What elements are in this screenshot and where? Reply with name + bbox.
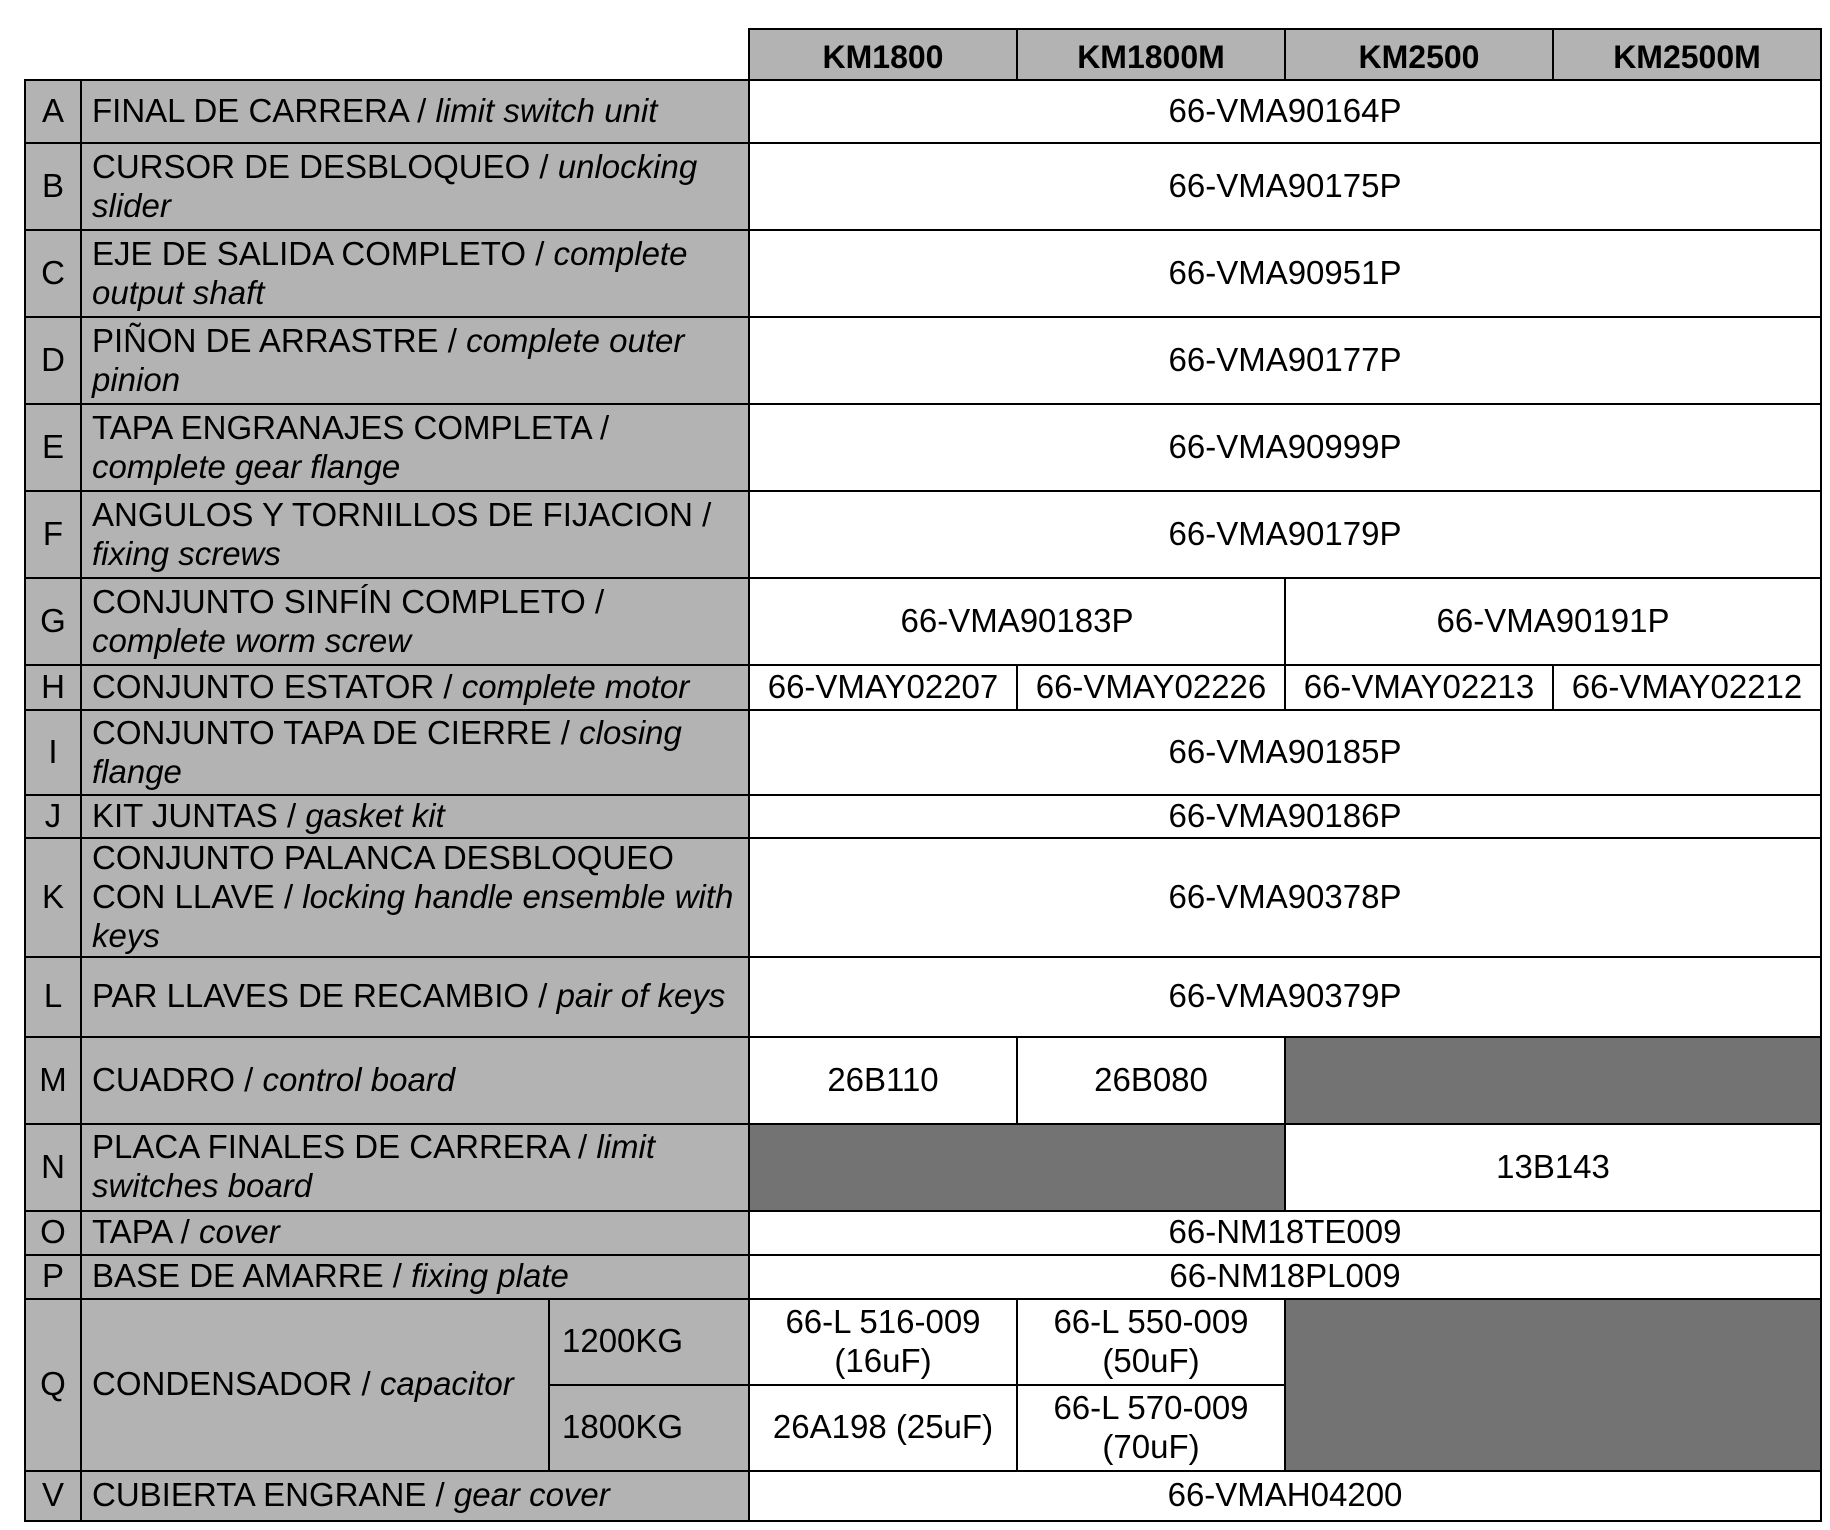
row-letter: C bbox=[25, 230, 81, 317]
part-number: 66-VMA90951P bbox=[749, 230, 1821, 317]
row-letter: O bbox=[25, 1211, 81, 1255]
description-en: gear cover bbox=[453, 1476, 610, 1514]
description-en: fixing screws bbox=[92, 534, 281, 572]
description-es: CUADRO / bbox=[92, 1060, 263, 1098]
part-description bbox=[81, 230, 749, 317]
description-en: unlocking slider bbox=[92, 147, 698, 224]
row-letter: N bbox=[25, 1124, 81, 1211]
row-letter: A bbox=[25, 80, 81, 143]
part-number: 66-VMAH04200 bbox=[749, 1471, 1821, 1521]
description-en: pair of keys bbox=[556, 977, 726, 1015]
description-es: CONDENSADOR / bbox=[92, 1365, 380, 1403]
description-es: CONJUNTO ESTATOR / bbox=[92, 668, 462, 706]
table-row bbox=[25, 578, 1821, 665]
part-description bbox=[81, 143, 749, 230]
part-number: 13B143 bbox=[1285, 1124, 1821, 1211]
part-description bbox=[81, 404, 749, 491]
description-en: limit switches board bbox=[92, 1128, 655, 1205]
part-description bbox=[81, 1471, 749, 1521]
part-number: 66-VMA90164P bbox=[749, 80, 1821, 143]
description-en: capacitor bbox=[379, 1365, 514, 1403]
row-letter: J bbox=[25, 795, 81, 838]
part-number: 66-VMA90179P bbox=[749, 491, 1821, 578]
table-row bbox=[25, 491, 1821, 578]
part-number: 66-VMA90191P bbox=[1285, 578, 1821, 665]
part-description bbox=[81, 1255, 749, 1299]
part-number: 66-VMA90177P bbox=[749, 317, 1821, 404]
table-row bbox=[25, 1037, 1821, 1124]
part-number: 26B080 bbox=[1017, 1037, 1285, 1124]
table-row bbox=[25, 1471, 1821, 1521]
description-en: gasket kit bbox=[305, 797, 445, 835]
description-es: KIT JUNTAS / bbox=[92, 797, 306, 835]
description-en: locking handle ensemble with keys bbox=[92, 877, 734, 954]
description-es: PIÑON DE ARRASTRE / bbox=[92, 321, 467, 359]
row-letter: L bbox=[25, 957, 81, 1037]
part-description bbox=[81, 795, 749, 838]
part-number: 66-L 570-009 (70uF) bbox=[1017, 1385, 1285, 1471]
description-en: complete outer pinion bbox=[92, 321, 685, 398]
model-header: KM2500M bbox=[1553, 29, 1821, 80]
part-number: 66-VMA90183P bbox=[749, 578, 1285, 665]
part-description bbox=[81, 1299, 549, 1471]
part-number: 66-VMA90999P bbox=[749, 404, 1821, 491]
table-row bbox=[25, 143, 1821, 230]
part-number: 66-VMA90175P bbox=[749, 143, 1821, 230]
table-row bbox=[25, 1299, 1821, 1385]
part-number: 66-NM18TE009 bbox=[749, 1211, 1821, 1255]
part-description bbox=[81, 1124, 749, 1211]
row-letter: I bbox=[25, 710, 81, 795]
model-header: KM1800 bbox=[749, 29, 1017, 80]
part-description bbox=[81, 710, 749, 795]
description-en: complete gear flange bbox=[92, 447, 401, 485]
part-description bbox=[81, 1211, 749, 1255]
description-es: CONJUNTO TAPA DE CIERRE / bbox=[92, 713, 580, 751]
table-row bbox=[25, 665, 1821, 710]
description-es: CUBIERTA ENGRANE / bbox=[92, 1476, 454, 1514]
description-es: PLACA FINALES DE CARRERA / bbox=[92, 1128, 597, 1166]
description-es: ANGULOS Y TORNILLOS DE FIJACION / bbox=[92, 495, 712, 533]
weight-label: 1800KG bbox=[549, 1385, 749, 1471]
row-letter: B bbox=[25, 143, 81, 230]
part-number: 66-NM18PL009 bbox=[749, 1255, 1821, 1299]
not-applicable-cell bbox=[1285, 1037, 1821, 1124]
part-number: 26B110 bbox=[749, 1037, 1017, 1124]
table-row bbox=[25, 710, 1821, 795]
description-en: complete worm screw bbox=[92, 621, 412, 659]
part-number: 66-VMA90379P bbox=[749, 957, 1821, 1037]
table-row bbox=[25, 404, 1821, 491]
model-header: KM1800M bbox=[1017, 29, 1285, 80]
table-row bbox=[25, 1124, 1821, 1211]
row-letter: G bbox=[25, 578, 81, 665]
description-es: CONJUNTO PALANCA DESBLOQUEO CON LLAVE / bbox=[92, 839, 674, 915]
description-es: TAPA / bbox=[92, 1213, 199, 1251]
part-description bbox=[81, 1037, 749, 1124]
part-number: 66-L 550-009 (50uF) bbox=[1017, 1299, 1285, 1385]
model-header: KM2500 bbox=[1285, 29, 1553, 80]
table-row bbox=[25, 230, 1821, 317]
part-description bbox=[81, 578, 749, 665]
part-description bbox=[81, 491, 749, 578]
description-es: CURSOR DE DESBLOQUEO / bbox=[92, 147, 558, 185]
description-en: fixing plate bbox=[411, 1257, 569, 1295]
table-row bbox=[25, 795, 1821, 838]
part-number: 66-VMAY02213 bbox=[1285, 665, 1553, 710]
header-spacer bbox=[25, 29, 749, 80]
weight-label: 1200KG bbox=[549, 1299, 749, 1385]
parts-table bbox=[24, 28, 1822, 1522]
row-letter: H bbox=[25, 665, 81, 710]
table-row bbox=[25, 1211, 1821, 1255]
description-es: EJE DE SALIDA COMPLETO / bbox=[92, 234, 554, 272]
description-en: limit switch unit bbox=[435, 92, 658, 130]
row-letter: P bbox=[25, 1255, 81, 1299]
header-row bbox=[25, 29, 1821, 80]
row-letter: V bbox=[25, 1471, 81, 1521]
table-row bbox=[25, 1255, 1821, 1299]
part-description bbox=[81, 80, 749, 143]
part-description bbox=[81, 957, 749, 1037]
row-letter: E bbox=[25, 404, 81, 491]
table-row bbox=[25, 80, 1821, 143]
row-letter: Q bbox=[25, 1299, 81, 1471]
part-number: 66-VMA90185P bbox=[749, 710, 1821, 795]
description-es: BASE DE AMARRE / bbox=[92, 1257, 412, 1295]
description-es: FINAL DE CARRERA / bbox=[92, 92, 436, 130]
table-row bbox=[25, 957, 1821, 1037]
part-number: 66-VMA90378P bbox=[749, 838, 1821, 957]
description-es: TAPA ENGRANAJES COMPLETA / bbox=[92, 408, 610, 446]
part-description bbox=[81, 838, 749, 957]
part-number: 66-VMAY02207 bbox=[749, 665, 1017, 710]
part-description bbox=[81, 317, 749, 404]
part-number: 66-L 516-009 (16uF) bbox=[749, 1299, 1017, 1385]
part-number: 66-VMAY02212 bbox=[1553, 665, 1821, 710]
row-letter: D bbox=[25, 317, 81, 404]
not-applicable-cell bbox=[749, 1124, 1285, 1211]
row-letter: K bbox=[25, 838, 81, 957]
description-es: PAR LLAVES DE RECAMBIO / bbox=[92, 977, 557, 1015]
row-letter: F bbox=[25, 491, 81, 578]
part-number: 26A198 (25uF) bbox=[749, 1385, 1017, 1471]
not-applicable-cell bbox=[1285, 1299, 1821, 1471]
part-number: 66-VMAY02226 bbox=[1017, 665, 1285, 710]
row-letter: M bbox=[25, 1037, 81, 1124]
description-en: cover bbox=[198, 1213, 280, 1251]
part-description bbox=[81, 665, 749, 710]
description-es: CONJUNTO SINFÍN COMPLETO / bbox=[92, 582, 605, 620]
description-en: complete output shaft bbox=[92, 234, 688, 311]
description-en: closing flange bbox=[92, 713, 682, 790]
description-en: complete motor bbox=[461, 668, 690, 706]
part-number: 66-VMA90186P bbox=[749, 795, 1821, 838]
description-en: control board bbox=[262, 1060, 456, 1098]
table-row bbox=[25, 838, 1821, 957]
table-row bbox=[25, 317, 1821, 404]
